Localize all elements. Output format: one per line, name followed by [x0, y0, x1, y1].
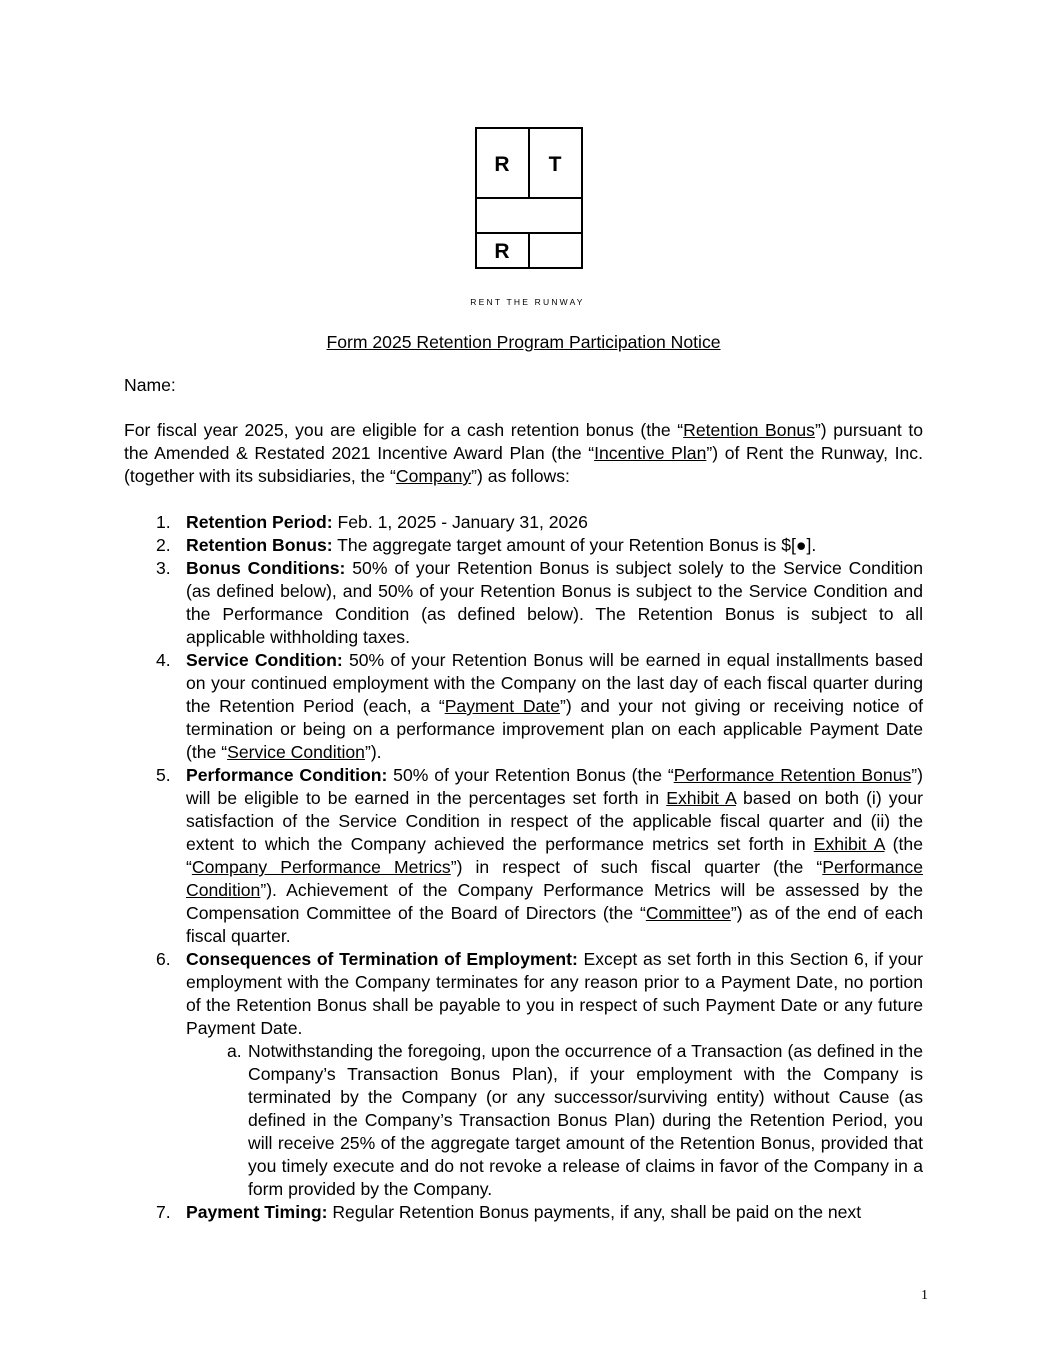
list-item-service-condition: 4. Service Condition: 50% of your Retention Bonus will be earned in equal installments based on your continued employment with the Company on the last day of each fiscal quarter during the Retention Period (each, a “Payment Date”) and your not giving or receiving notice of termination or being on a performance improvement plan on each applicable Payment Date (the “Service Condition”).	[156, 650, 923, 762]
term-company-performance-metrics: Company Performance Metrics	[191, 857, 451, 877]
item-text: 50% of your Retention Bonus is subject solely to the Service Condition (as defined below), and 50% of your Retention Bonus is subject to the Service Condition and the Performance Condition (as defined below). The Retention Bonus is subject to all applicable withholding taxes.	[186, 558, 923, 647]
term-performance-retention-bonus: Performance Retention Bonus	[673, 765, 912, 785]
list-item-retention-bonus	[124, 534, 923, 557]
term-payment-date: Payment Date	[444, 696, 560, 716]
term-performance-condition: Performance Condition	[186, 857, 923, 900]
item-text: Except as set forth in this Section 6, if your employment with the Company terminates for any reason prior to a Payment Date, no portion of the Retention Bonus shall be payable to you in respect of such Payment Date or any future Payment Date.	[186, 949, 923, 1038]
item-heading: Retention Bonus:	[186, 535, 333, 555]
logo-letter-r-top: R	[494, 153, 510, 176]
rtr-logo	[475, 127, 583, 269]
list-number: 2.	[156, 535, 171, 555]
document-title: Form 2025 Retention Program Participation Notice	[326, 332, 721, 352]
list-item-performance-condition: 5. Performance Condition: 50% of your Retention Bonus (the “Performance Retention Bonus”) will be eligible to be earned in the percentages set forth in Exhibit A based on both (i) your satisfaction of the Service Condition in respect of the applicable fiscal quarter and (ii) the extent to which the Company achieved the performance metrics set forth in Exhibit A (the “Company Performance Metrics”) in respect of such fiscal quarter (the “Performance Condition”). Achievement of the Company Performance Metrics will be assessed by the Compensation Committee of the Board of Directors (the “Committee”) as of the end of each fiscal quarter.	[156, 765, 924, 946]
list-number: 1.	[156, 512, 171, 532]
item-heading: Bonus Conditions:	[186, 558, 346, 578]
sub-list-letter: a.	[227, 1041, 242, 1061]
intro-paragraph: For fiscal year 2025, you are eligible for a cash retention bonus (the “Retention Bonus”) pursuant to the Amended & Restated 2021 Incentive Award Plan (the “Incentive Plan”) of Rent the Runway, Inc. (together with its subsidiaries, the “Company”) as follows:	[124, 420, 924, 486]
list-number: 5.	[156, 765, 171, 785]
item-text: Regular Retention Bonus payments, if any, shall be paid on the next	[327, 1202, 862, 1222]
list-item-termination-consequences	[124, 948, 923, 1201]
item-heading: Performance Condition:	[186, 765, 388, 785]
list-item-bonus-conditions	[124, 557, 923, 649]
sub-list	[186, 1040, 923, 1201]
list-item-retention-period	[124, 511, 923, 534]
term-committee: Committee	[645, 903, 731, 923]
page-number: 1	[921, 1288, 928, 1303]
sub-item-transaction	[186, 1040, 923, 1201]
name-label: Name:	[124, 375, 176, 395]
list-number: 3.	[156, 558, 171, 578]
item-text: The aggregate target amount of your Retention Bonus is $[●].	[332, 535, 817, 555]
term-exhibit-a: Exhibit A	[813, 834, 885, 854]
term-exhibit-a: Exhibit A	[666, 788, 736, 808]
list-number: 6.	[156, 949, 171, 969]
logo-caption: RENT THE RUNWAY	[470, 297, 585, 307]
terms-list	[124, 511, 923, 1224]
item-heading: Service Condition:	[186, 650, 343, 670]
term-retention-bonus: Retention Bonus	[683, 420, 815, 440]
item-heading: Retention Period:	[186, 512, 333, 532]
list-number: 4.	[156, 650, 171, 670]
item-heading: Consequences of Termination of Employment:	[186, 949, 578, 969]
sub-item-text: Notwithstanding the foregoing, upon the occurrence of a Transaction (as defined in the Company’s Transaction Bonus Plan), if your employment with the Company is terminated by the Company (or any successor/surviving entity) without Cause (as defined in the Company’s Transaction Bonus Plan) during the Retention Period, you will receive 25% of the aggregate target amount of the Retention Bonus, provided that you timely execute and do not revoke a release of claims in favor of the Company in a form provided by the Company.	[248, 1041, 923, 1199]
list-number: 7.	[156, 1202, 171, 1222]
term-service-condition: Service Condition	[227, 742, 365, 762]
term-company: Company	[395, 466, 472, 486]
term-incentive-plan: Incentive Plan	[594, 443, 707, 463]
logo-letter-t: T	[548, 153, 562, 176]
item-heading: Payment Timing:	[186, 1202, 328, 1222]
item-text: Feb. 1, 2025 - January 31, 2026	[332, 512, 588, 532]
list-item-payment-timing	[124, 1201, 923, 1224]
logo-letter-r-bottom: R	[494, 240, 510, 263]
